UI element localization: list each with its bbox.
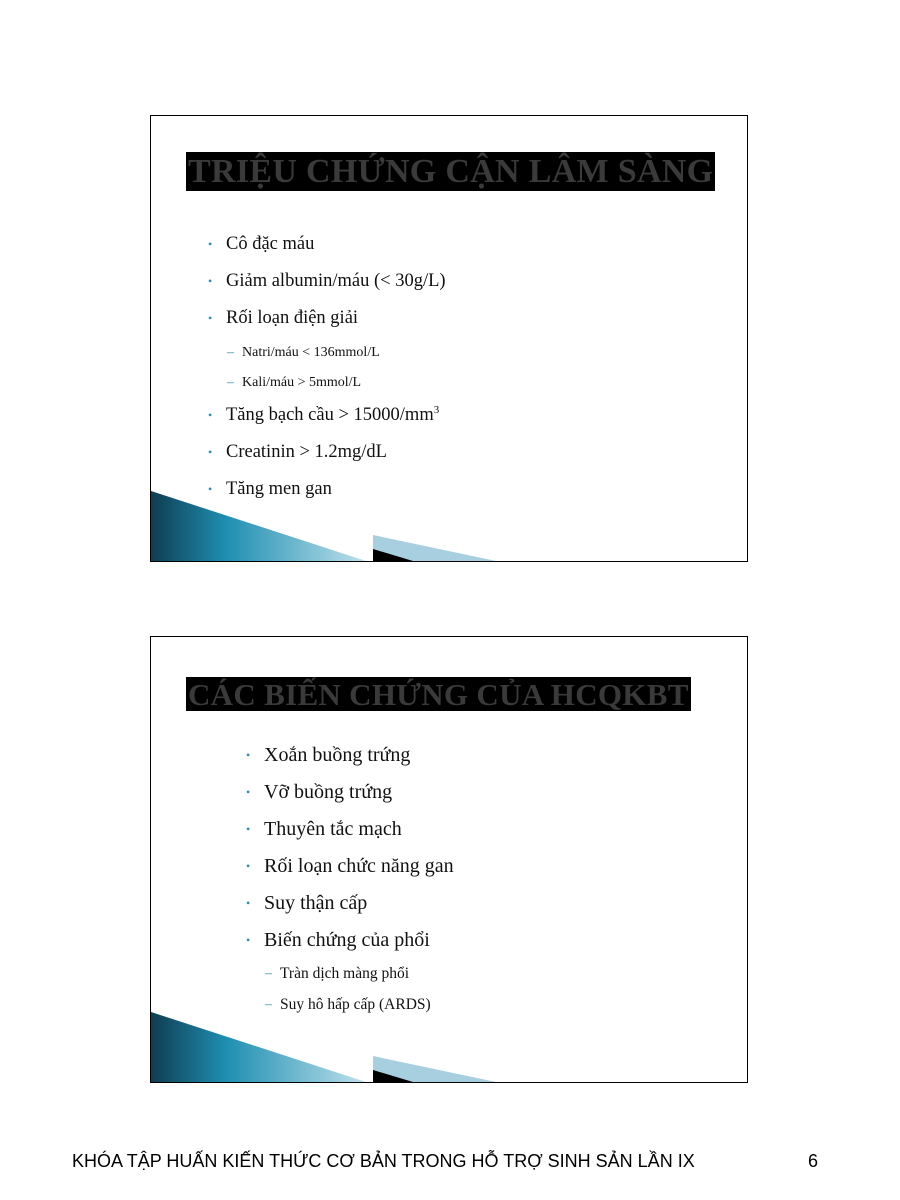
bullet-text: Thuyên tắc mạch	[264, 818, 402, 840]
bullet-text: Kali/máu > 5mmol/L	[242, 375, 362, 390]
bullet-marker: •	[208, 445, 213, 459]
bullet-marker: •	[246, 896, 251, 910]
bullet-marker: •	[208, 274, 213, 288]
bullet-item	[244, 890, 454, 927]
bullet-text: Giảm albumin/máu (< 30g/L)	[226, 271, 446, 291]
slide-2	[150, 636, 748, 1083]
bullet-item	[206, 306, 446, 343]
dash-marker: –	[227, 345, 234, 360]
footer-text: KHÓA TẬP HUẤN KIẾN THỨC CƠ BẢN TRONG HỖ TRỢ SINH SẢN LẦN IX	[72, 1151, 695, 1171]
page-footer	[72, 1151, 832, 1172]
bullet-text: Rối loạn chức năng gan	[264, 855, 454, 877]
sub-bullet-item	[206, 373, 446, 403]
bullet-marker: •	[246, 933, 251, 947]
bullet-text: Cô đặc máu	[226, 234, 315, 254]
bullet-marker: •	[246, 822, 251, 836]
bullet-item	[244, 779, 454, 816]
dash-marker: –	[265, 997, 272, 1012]
bullet-marker: •	[208, 482, 213, 496]
bullet-text: Natri/máu < 136mmol/L	[242, 345, 380, 360]
slide-title: TRIỆU CHỨNG CẬN LÂM SÀNG	[188, 153, 714, 190]
bullet-marker: •	[246, 859, 251, 873]
bullet-item	[244, 853, 454, 890]
bullet-text: Tràn dịch màng phổi	[280, 965, 410, 982]
bullet-text: Tăng men gan	[226, 479, 332, 499]
bullet-text: Suy hô hấp cấp (ARDS)	[280, 996, 431, 1013]
bullet-text: Tăng bạch cầu > 15000/mm	[226, 405, 434, 425]
bullet-text: Vỡ buồng trứng	[264, 781, 393, 803]
sub-bullet-item	[244, 964, 454, 995]
dash-marker: –	[227, 375, 234, 390]
bullet-text: Creatinin > 1.2mg/dL	[226, 442, 387, 462]
bullet-text: Suy thận cấp	[264, 892, 368, 914]
corner-decoration	[151, 1002, 748, 1082]
slide-title: CÁC BIẾN CHỨNG CỦA HCQKBT	[188, 677, 689, 712]
bullet-marker: •	[246, 748, 251, 762]
bullet-marker: •	[208, 408, 213, 422]
bullet-marker: •	[246, 785, 251, 799]
sub-bullet-item	[206, 343, 446, 373]
dash-marker: –	[265, 966, 272, 981]
bullet-item	[206, 269, 446, 306]
bullet-text: Biến chứng của phổi	[264, 929, 430, 951]
bullet-list	[206, 232, 446, 514]
bullet-marker: •	[208, 311, 213, 325]
page-number: 6	[807, 1151, 818, 1171]
bullet-text: Rối loạn điện giải	[226, 308, 359, 328]
bullet-item	[244, 816, 454, 853]
bullet-item	[206, 232, 446, 269]
bullet-item	[206, 440, 446, 477]
bullet-item	[244, 927, 454, 964]
bullet-marker: •	[208, 237, 213, 251]
superscript: 3	[433, 403, 440, 416]
bullet-list	[244, 742, 454, 1026]
bullet-item	[206, 403, 446, 440]
bullet-text: Xoắn buồng trứng	[264, 744, 411, 766]
bullet-item	[244, 742, 454, 779]
corner-decoration	[151, 481, 748, 561]
slide-1	[150, 115, 748, 562]
